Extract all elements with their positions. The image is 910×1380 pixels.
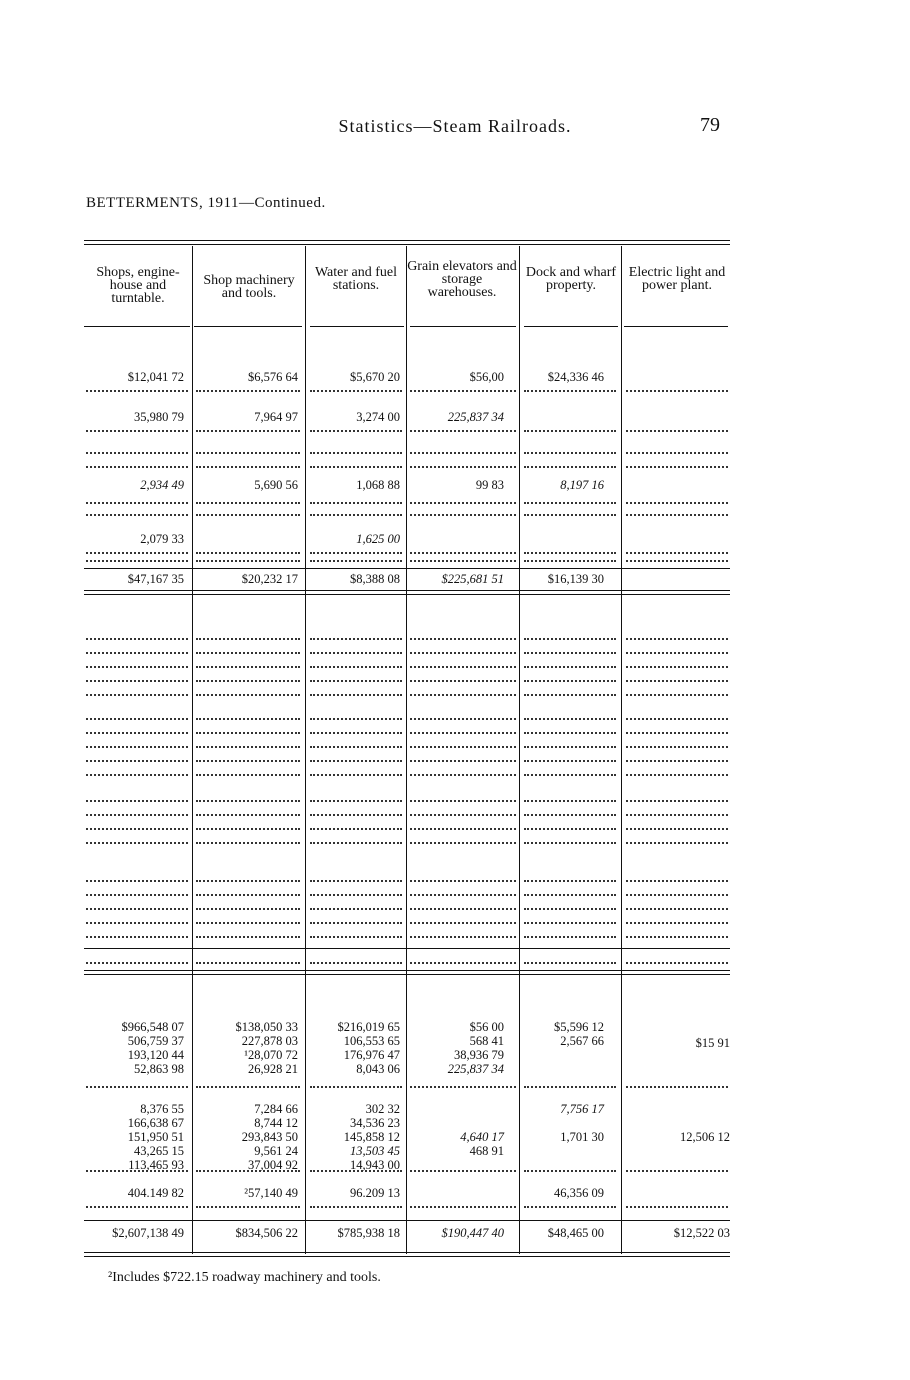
dot-leader [196,746,300,748]
table-cell: $56,00 [469,370,504,384]
dot-leader [410,880,516,882]
table-cell: 166,638 67 [127,1116,184,1130]
table-cell: 99 83 [475,478,504,492]
header-rule [410,326,516,327]
dot-leader [410,760,516,762]
dot-leader [310,502,402,504]
table-cell: 52,863 98 [134,1062,184,1076]
col-divider [305,246,306,1254]
dot-leader [410,652,516,654]
dot-leader [626,922,728,924]
dot-leader [196,828,300,830]
dot-leader [310,652,402,654]
dot-leader [524,390,616,392]
table-cell: 9,561 24 [254,1144,298,1158]
dot-leader [86,1086,188,1088]
dot-leader [410,1206,516,1208]
table-cell: 404.149 82 [127,1186,184,1200]
dot-leader [86,880,188,882]
dot-leader [310,694,402,696]
dot-leader [524,552,616,554]
middle-double-rule-2 [84,974,730,975]
dot-leader [410,732,516,734]
dot-leader [626,552,728,554]
dot-leader [524,908,616,910]
dot-leader [310,452,402,454]
dot-leader [196,652,300,654]
dot-leader [310,828,402,830]
dot-leader [626,390,728,392]
dot-leader [196,552,300,554]
dot-leader [86,466,188,468]
dot-leader [310,666,402,668]
dot-leader [524,430,616,432]
table-cell: 4,640 17 [460,1130,504,1144]
dot-leader [524,452,616,454]
grand-total-cell: $785,938 18 [337,1226,400,1240]
dot-leader [524,466,616,468]
dot-leader [310,430,402,432]
table-cell: $24,336 46 [547,370,604,384]
dot-leader [310,760,402,762]
dot-leader [196,430,300,432]
dot-leader [310,390,402,392]
dot-leader [86,638,188,640]
grand-total-cell: $2,607,138 49 [112,1226,184,1240]
grand-total-cell: $834,506 22 [235,1226,298,1240]
section-title: BETTERMENTS, 1911—Continued. [86,195,326,211]
dot-leader [86,390,188,392]
dot-leader [524,638,616,640]
dot-leader [626,746,728,748]
column-header: Shops, engine-house and turntable. [96,265,180,306]
dot-leader [196,466,300,468]
table-cell: 7,756 17 [560,1102,604,1116]
table-top-rule [84,240,730,241]
dot-leader [86,962,188,964]
dot-leader [410,936,516,938]
dot-leader [524,936,616,938]
dot-leader [626,828,728,830]
table-cell: 2,934 49 [140,478,184,492]
dot-leader [524,1086,616,1088]
dot-leader [86,694,188,696]
grand-total-rule [84,1220,730,1221]
middle-rule [84,948,730,949]
dot-leader [410,962,516,964]
total-cell: $16,139 30 [547,572,604,586]
dot-leader [626,814,728,816]
table-cell: 193,120 44 [127,1048,184,1062]
dot-leader [196,694,300,696]
table-cell: 14,943 00 [350,1158,400,1172]
dot-leader [410,1086,516,1088]
dot-leader [86,514,188,516]
table-cell: 13,503 45 [350,1144,400,1158]
dot-leader [626,652,728,654]
dot-leader [86,936,188,938]
dot-leader [196,922,300,924]
footnote: ²Includes $722.15 roadway machinery and tools. [108,1270,381,1285]
dot-leader [410,694,516,696]
dot-leader [196,680,300,682]
dot-leader [310,962,402,964]
dot-leader [626,502,728,504]
dot-leader [410,1170,516,1172]
table-cell: 227,878 03 [241,1034,298,1048]
dot-leader [410,680,516,682]
dot-leader [310,466,402,468]
dot-leader [524,666,616,668]
table-cell: 106,553 65 [343,1034,400,1048]
dot-leader [626,452,728,454]
dot-leader [524,800,616,802]
dot-leader [524,746,616,748]
table-cell: 1,701 30 [560,1130,604,1144]
dot-leader [86,666,188,668]
table-cell: 302 32 [365,1102,400,1116]
dot-leader [196,514,300,516]
dot-leader [86,732,188,734]
dot-leader [524,514,616,516]
table-cell: $6,576 64 [248,370,298,384]
dot-leader [626,638,728,640]
table-bottom-rule-2 [84,1256,730,1257]
totals-double-rule-2 [84,594,730,595]
dot-leader [86,652,188,654]
dot-leader [626,1170,728,1172]
table-cell: $12,041 72 [127,370,184,384]
dot-leader [86,828,188,830]
table-cell: ²57,140 49 [244,1186,298,1200]
dot-leader [86,430,188,432]
dot-leader [196,390,300,392]
table-cell: 468 91 [469,1144,504,1158]
dot-leader [626,680,728,682]
total-cell: $225,681 51 [441,572,504,586]
dot-leader [196,638,300,640]
dot-leader [196,908,300,910]
dot-leader [626,666,728,668]
dot-leader [196,718,300,720]
table-cell: 145,858 12 [343,1130,400,1144]
betterments-table [84,240,730,1260]
dot-leader [524,962,616,964]
dot-leader [196,1086,300,1088]
dot-leader [196,452,300,454]
totals-double-rule [84,590,730,591]
dot-leader [196,800,300,802]
table-cell: 38,936 79 [454,1048,504,1062]
table-cell: 568 41 [469,1034,504,1048]
dot-leader [196,666,300,668]
dot-leader [196,814,300,816]
dot-leader [626,718,728,720]
dot-leader [410,814,516,816]
table-cell: 3,274 00 [356,410,400,424]
table-cell: 8,197 16 [560,478,604,492]
dot-leader [86,894,188,896]
dot-leader [86,814,188,816]
dot-leader [310,514,402,516]
dot-leader [626,560,728,562]
dot-leader [310,880,402,882]
middle-double-rule [84,970,730,971]
dot-leader [626,1086,728,1088]
dot-leader [86,502,188,504]
dot-leader [86,842,188,844]
dot-leader [524,502,616,504]
grand-total-cell: $12,522 03 [673,1226,730,1240]
dot-leader [410,430,516,432]
dot-leader [310,746,402,748]
dot-leader [310,800,402,802]
column-header: Grain elevators and storage warehouses. [407,259,517,300]
dot-leader [410,390,516,392]
table-cell: 1,625 00 [356,532,400,546]
column-header: Dock and wharf property. [525,265,617,293]
dot-leader [524,718,616,720]
dot-leader [626,514,728,516]
running-head: Statistics—Steam Railroads. [338,116,572,136]
header-rule [624,326,728,327]
dot-leader [626,732,728,734]
column-header: Electric light and power plant. [628,265,726,293]
table-cell: $966,548 07 [121,1020,184,1034]
dot-leader [524,774,616,776]
dot-leader [524,894,616,896]
table-cell: 8,744 12 [254,1116,298,1130]
dot-leader [626,908,728,910]
dot-leader [310,552,402,554]
dot-leader [626,894,728,896]
dot-leader [310,842,402,844]
dot-leader [310,774,402,776]
total-cell: $20,232 17 [241,572,298,586]
table-cell: 7,964 97 [254,410,298,424]
table-cell: 225,837 34 [447,1062,504,1076]
dot-leader [196,894,300,896]
dot-leader [410,466,516,468]
dot-leader [310,638,402,640]
dot-leader [410,452,516,454]
dot-leader [310,894,402,896]
dot-leader [524,828,616,830]
column-header: Shop machinery and tools. [203,273,295,301]
dot-leader [196,962,300,964]
dot-leader [86,922,188,924]
dot-leader [626,430,728,432]
dot-leader [410,800,516,802]
dot-leader [86,800,188,802]
dot-leader [310,718,402,720]
dot-leader [410,502,516,504]
dot-leader [310,1206,402,1208]
table-cell: 96.209 13 [350,1186,400,1200]
dot-leader [196,936,300,938]
dot-leader [626,800,728,802]
table-cell: $138,050 33 [235,1020,298,1034]
table-cell: 8,043 06 [356,1062,400,1076]
dot-leader [410,746,516,748]
dot-leader [196,502,300,504]
table-cell: 113,465 93 [128,1158,184,1172]
dot-leader [524,842,616,844]
dot-leader [196,774,300,776]
dot-leader [310,936,402,938]
dot-leader [524,1206,616,1208]
table-cell: 2,079 33 [140,532,184,546]
table-cell: 43,265 15 [134,1144,184,1158]
dot-leader [626,694,728,696]
table-cell: 293,843 50 [241,1130,298,1144]
table-cell: ¹28,070 72 [244,1048,298,1062]
col-divider [192,246,193,1254]
table-cell: 26,928 21 [248,1062,298,1076]
dot-leader [86,774,188,776]
page-number: 79 [700,114,720,136]
table-cell: 1,068 88 [356,478,400,492]
header-rule [194,326,302,327]
header-rule [84,326,190,327]
dot-leader [310,1086,402,1088]
table-cell: 7,284 66 [254,1102,298,1116]
dot-leader [86,746,188,748]
dot-leader [410,560,516,562]
dot-leader [310,814,402,816]
table-cell: 2,567 66 [560,1034,604,1048]
dot-leader [410,922,516,924]
col-divider [621,246,622,1254]
table-cell: 151,950 51 [127,1130,184,1144]
dot-leader [410,638,516,640]
dot-leader [86,560,188,562]
dot-leader [410,552,516,554]
dot-leader [626,774,728,776]
dot-leader [196,760,300,762]
table-cell: 46,356 09 [554,1186,604,1200]
dot-leader [310,560,402,562]
dot-leader [524,760,616,762]
dot-leader [524,880,616,882]
dot-leader [524,814,616,816]
dot-leader [86,680,188,682]
dot-leader [524,1170,616,1172]
header-rule [310,326,404,327]
dot-leader [196,732,300,734]
dot-leader [410,718,516,720]
dot-leader [86,760,188,762]
dot-leader [86,452,188,454]
table-cell: 5,690 56 [254,478,298,492]
grand-total-cell: $190,447 40 [441,1226,504,1240]
dot-leader [626,936,728,938]
dot-leader [626,880,728,882]
dot-leader [196,1206,300,1208]
dot-leader [524,694,616,696]
dot-leader [310,680,402,682]
dot-leader [410,666,516,668]
dot-leader [626,842,728,844]
table-cell: $15 91 [695,1036,730,1050]
dot-leader [310,732,402,734]
table-cell: 34,536 23 [350,1116,400,1130]
dot-leader [310,908,402,910]
totals-rule [84,568,730,569]
table-cell: $5,670 20 [350,370,400,384]
dot-leader [410,894,516,896]
dot-leader [86,552,188,554]
dot-leader [196,842,300,844]
table-cell: $216,019 65 [337,1020,400,1034]
dot-leader [626,466,728,468]
grand-total-cell: $48,465 00 [547,1226,604,1240]
dot-leader [410,842,516,844]
dot-leader [410,908,516,910]
total-cell: $8,388 08 [350,572,400,586]
col-divider [519,246,520,1254]
table-bottom-rule [84,1252,730,1253]
col-divider [406,246,407,1254]
table-cell: 506,759 37 [127,1034,184,1048]
header-rule [524,326,618,327]
dot-leader [626,962,728,964]
dot-leader [524,922,616,924]
table-cell: 12,506 12 [680,1130,730,1144]
dot-leader [86,1206,188,1208]
table-cell: 35,980 79 [134,410,184,424]
dot-leader [524,560,616,562]
dot-leader [310,922,402,924]
dot-leader [410,514,516,516]
dot-leader [196,880,300,882]
table-cell: $5,596 12 [554,1020,604,1034]
table-top-rule-2 [84,244,730,245]
dot-leader [626,760,728,762]
dot-leader [524,680,616,682]
table-cell: 176,976 47 [343,1048,400,1062]
table-cell: $56 00 [469,1020,504,1034]
dot-leader [524,732,616,734]
dot-leader [626,1206,728,1208]
dot-leader [196,560,300,562]
table-cell: 8,376 55 [140,1102,184,1116]
total-cell: $47,167 35 [127,572,184,586]
dot-leader [86,908,188,910]
dot-leader [410,774,516,776]
column-header: Water and fuel stations. [314,265,398,293]
dot-leader [410,828,516,830]
table-cell: 37,004 92 [248,1158,298,1172]
dot-leader [524,652,616,654]
dot-leader [86,718,188,720]
table-cell: 225,837 34 [447,410,504,424]
